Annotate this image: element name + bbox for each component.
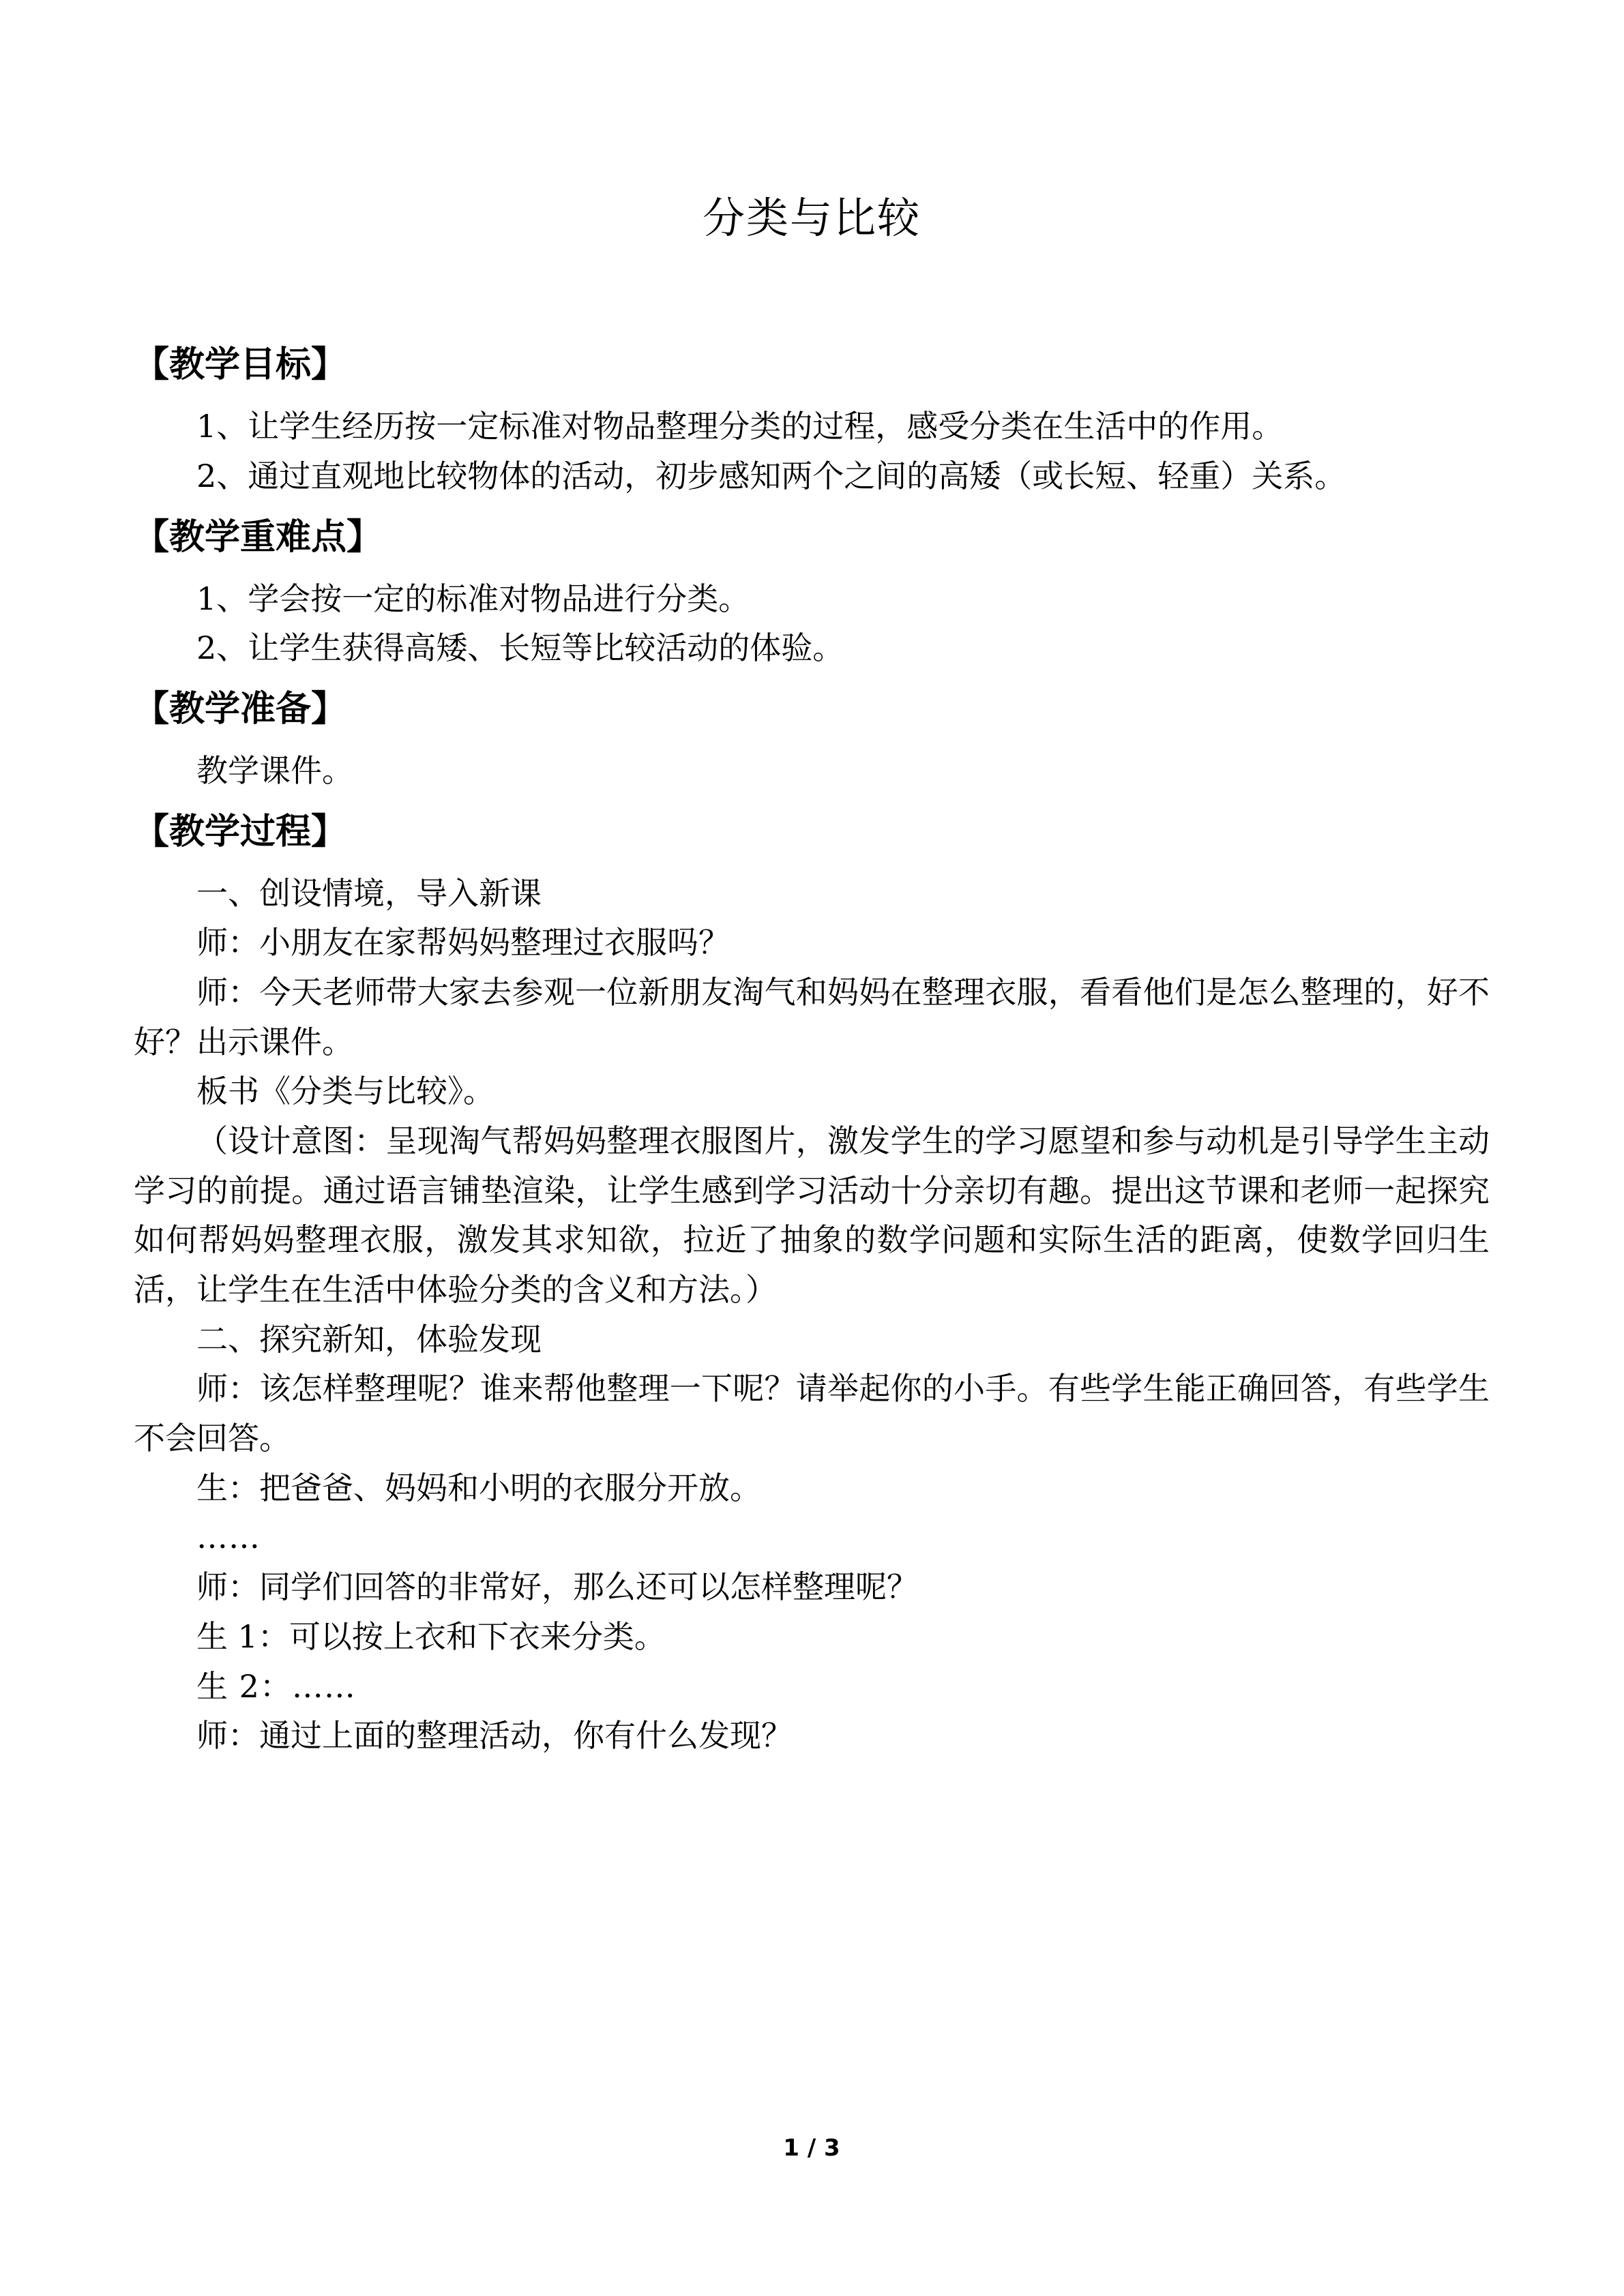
page-number-footer: 1 / 3 xyxy=(783,2134,840,2162)
section-heading: 【教学目标】 xyxy=(134,344,347,386)
section-spacer xyxy=(134,796,1490,809)
blackboard-note: 板书《分类与比较》。 xyxy=(196,1073,494,1110)
key-point-item-1: 1、学会按一定的标准对物品进行分类。 xyxy=(196,580,750,617)
process-step-one-title: 一、创设情境，导入新课 xyxy=(196,874,542,912)
heading-spacer xyxy=(134,387,1490,402)
section-heading: 【教学过程】 xyxy=(134,810,347,852)
teacher-line-2: 师：今天老师带大家去参观一位新朋友淘气和妈妈在整理衣服，看看他们是怎么整理的，好不好？出示课件。 xyxy=(134,974,1490,1060)
student-line-2: 生 1：可以按上衣和下衣来分类。 xyxy=(196,1617,666,1655)
section-spacer xyxy=(134,501,1490,515)
student-line-1: 生：把爸爸、妈妈和小明的衣服分开放。 xyxy=(196,1469,761,1506)
page-content xyxy=(134,0,1490,2296)
section-heading: 【教学重难点】 xyxy=(134,516,383,558)
process-step-two-title: 二、探究新知，体验发现 xyxy=(196,1320,542,1358)
teacher-line-3: 师：该怎样整理呢？谁来帮他整理一下呢？请举起你的小手。有些学生能正确回答，有些学生不会回答。 xyxy=(134,1370,1490,1457)
section-spacer xyxy=(134,673,1490,687)
title-spacer xyxy=(134,243,1490,342)
teacher-line-5: 师：通过上面的整理活动，你有什么发现？ xyxy=(196,1717,793,1755)
section-key-difficulties xyxy=(134,515,1490,673)
heading-spacer xyxy=(134,559,1490,574)
objective-item-2: 2、通过直观地比较物体的活动，初步感知两个之间的高矮（或长短、轻重）关系。 xyxy=(196,458,1346,495)
page-title: 分类与比较 xyxy=(702,193,921,243)
heading-spacer xyxy=(134,854,1490,869)
section-teaching-process xyxy=(134,809,1490,1761)
ellipsis-line-1: …… xyxy=(196,1519,261,1556)
preparation-item-1: 教学课件。 xyxy=(196,752,353,790)
section-heading: 【教学准备】 xyxy=(134,688,347,730)
key-point-item-2: 2、让学生获得高矮、长短等比较活动的体验。 xyxy=(196,629,844,667)
teacher-line-1: 师：小朋友在家帮妈妈整理过衣服吗？ xyxy=(196,924,730,961)
design-intent-note: （设计意图：呈现淘气帮妈妈整理衣服图片，激发学生的学习愿望和参与动机是引导学生主动学习的前提。通过语言铺垫渲染，让学生感到学习活动十分亲切有趣。提出这节课和老师一起探究如何帮妈妈整理衣服，激发其求知欲，拉近了抽象的数学问题和实际生活的距离，使数学回归生活，让学生在生活中体验分类的含义和方法。） xyxy=(134,1122,1490,1309)
section-teaching-preparation xyxy=(134,687,1490,796)
student-line-3: 生 2：…… xyxy=(196,1667,356,1705)
heading-spacer xyxy=(134,731,1490,746)
section-teaching-objectives xyxy=(134,342,1490,501)
teacher-line-4: 师：同学们回答的非常好，那么还可以怎样整理呢？ xyxy=(196,1568,918,1606)
objective-item-1: 1、让学生经历按一定标准对物品整理分类的过程，感受分类在生活中的作用。 xyxy=(196,408,1284,445)
